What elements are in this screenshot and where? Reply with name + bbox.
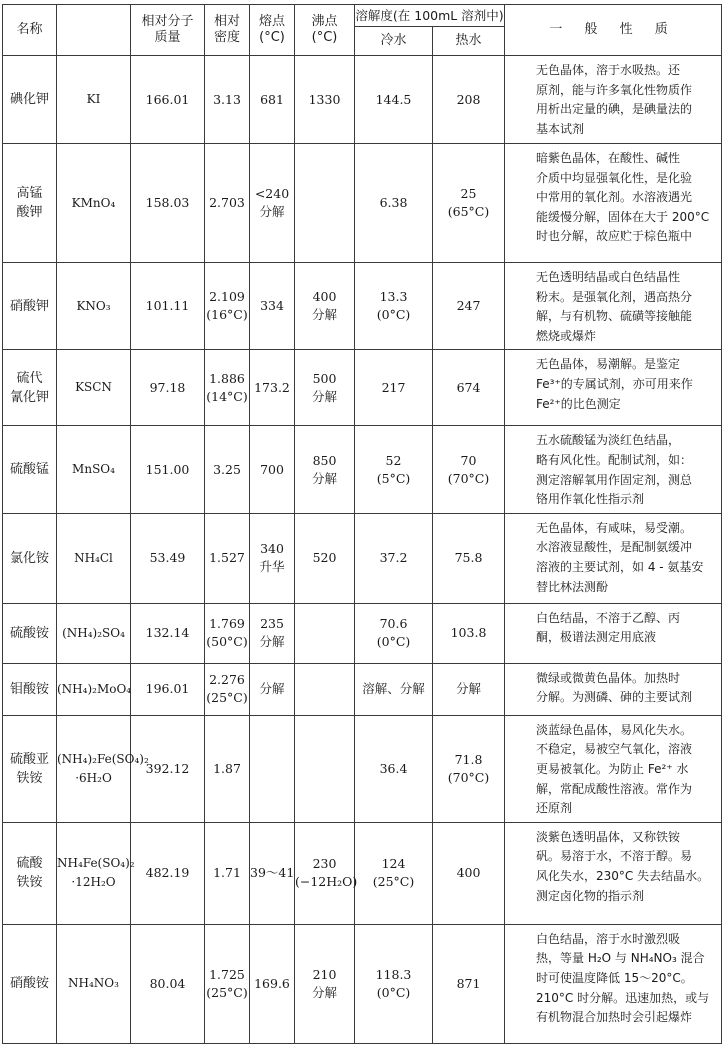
cell-density <box>205 513 250 603</box>
cell-melting-point-line: 334 <box>260 298 284 314</box>
cell-cold-water-line: 溶解、分解 <box>362 681 425 697</box>
cell-name <box>3 924 57 1043</box>
cell-melting-point-line: 340 <box>260 541 284 557</box>
cell-molar-mass-line: 101.11 <box>145 298 190 314</box>
cell-melting-point-line: 分解 <box>259 681 285 697</box>
cell-boiling-point-line: 230 <box>312 856 337 872</box>
cell-name-line: 硫酸铵 <box>9 625 49 641</box>
cell-properties <box>505 663 722 715</box>
cell-properties-line: 还原剂 <box>536 801 573 816</box>
cell-cold-water-line: 144.5 <box>375 91 412 107</box>
cell-boiling-point-line: 分解 <box>311 470 337 486</box>
cell-hot-water <box>433 144 505 263</box>
cell-properties <box>505 263 722 350</box>
cell-properties-line: 水溶液显酸性，是配制氨缓冲 <box>536 540 693 555</box>
header-solubility: 溶解度(在 100mL 溶剂中) <box>355 5 505 27</box>
cell-properties-line: 用析出定量的碘，是碘量法的 <box>536 102 693 117</box>
cell-density-line: 1.725 <box>209 966 245 982</box>
cell-properties-line: 测定溶解氧用作固定剂，测总 <box>536 472 693 487</box>
cell-density <box>205 603 250 663</box>
cell-boiling-point <box>295 350 355 426</box>
cell-formula <box>57 263 131 350</box>
cell-name-line: 酸钾 <box>16 205 43 220</box>
cell-hot-water <box>433 263 505 350</box>
cell-molar-mass-line: 166.01 <box>145 91 190 107</box>
cell-melting-point-line: 分解 <box>259 204 285 219</box>
cell-cold-water-line: (0°C) <box>376 307 411 323</box>
cell-density-line: (25°C) <box>206 984 248 1000</box>
cell-density-line: 1.886 <box>209 370 245 386</box>
cell-molar-mass <box>131 426 205 513</box>
cell-melting-point-line: 分解 <box>259 634 285 650</box>
cell-boiling-point-line: 520 <box>312 550 337 566</box>
cell-molar-mass-line: 53.49 <box>149 550 186 566</box>
header-name: 名称 <box>3 5 57 56</box>
cell-density-line: 2.109 <box>209 289 245 305</box>
cell-melting-point-line: 235 <box>260 616 284 632</box>
cell-boiling-point-line: 210 <box>312 966 337 982</box>
cell-density-line: (50°C) <box>206 634 248 650</box>
cell-properties-line: 暗紫色晶体，在酸性、碱性 <box>536 151 681 165</box>
cell-molar-mass <box>131 822 205 924</box>
cell-molar-mass <box>131 263 205 350</box>
cell-name <box>3 144 57 263</box>
cell-boiling-point <box>295 426 355 513</box>
cell-melting-point <box>250 822 295 924</box>
cell-name-line: 高锰 <box>16 186 43 201</box>
cell-properties-line: 无色晶体，溶于水吸热。还 <box>536 63 681 77</box>
formula-line: MnSO₄ <box>72 462 115 477</box>
cell-properties-line: 淡紫色透明晶体，又称铁铵 <box>536 829 681 844</box>
table-row <box>3 822 722 924</box>
cell-cold-water <box>355 56 433 144</box>
cell-hot-water-line: 70 <box>460 452 477 468</box>
cell-cold-water-line: (25°C) <box>372 874 415 890</box>
cell-melting-point <box>250 603 295 663</box>
cell-name <box>3 822 57 924</box>
cell-boiling-point-line: 分解 <box>311 388 337 404</box>
cell-melting-point-line: 39～41 <box>250 865 295 881</box>
cell-properties <box>505 822 722 924</box>
formula-line: ·6H₂O <box>75 770 112 785</box>
cell-properties-line: 铬用作氧化性指示剂 <box>536 492 645 507</box>
cell-melting-point-line: 升华 <box>259 559 285 575</box>
cell-melting-point <box>250 924 295 1043</box>
cell-hot-water-line: 208 <box>456 91 481 107</box>
cell-cold-water <box>355 603 433 663</box>
cell-name-line: 硫酸亚 <box>9 751 49 767</box>
table-row <box>3 715 722 822</box>
cell-hot-water-line: (70°C) <box>447 769 490 785</box>
cell-properties-line: 不稳定，易被空气氧化，溶液 <box>536 742 693 757</box>
cell-properties-line: 原剂，能与许多氧化性物质作 <box>536 82 693 97</box>
header-molar-mass: 相对分子 质量 <box>131 5 205 56</box>
cell-formula <box>57 822 135 924</box>
cell-hot-water-line: (70°C) <box>447 470 490 486</box>
cell-name-line: 硫代 <box>16 370 43 386</box>
cell-density <box>205 350 250 426</box>
cell-density-line: 3.13 <box>213 91 241 107</box>
cell-properties-line: 时也分解，故应贮于棕色瓶中 <box>536 229 693 244</box>
cell-properties-line: 介质中均显强氧化性，是化验 <box>536 170 693 185</box>
cell-name-line: 钼酸铵 <box>9 681 49 697</box>
cell-properties <box>505 56 722 144</box>
cell-name <box>3 715 57 822</box>
chemical-properties-table <box>2 4 722 1044</box>
cell-cold-water <box>355 144 433 263</box>
table-row <box>3 263 722 350</box>
cell-properties-line: 矾。易溶于水，不溶于醇。易 <box>536 849 693 864</box>
cell-name-line: 硝酸铵 <box>9 976 49 992</box>
cell-properties-line: 粉末。是强氧化剂，遇高热分 <box>536 289 693 304</box>
cell-hot-water-line: 75.8 <box>454 550 483 566</box>
cell-hot-water <box>433 924 505 1043</box>
cell-density <box>205 822 250 924</box>
cell-density-line: (14°C) <box>206 388 248 404</box>
cell-hot-water <box>433 822 505 924</box>
cell-hot-water <box>433 715 505 822</box>
cell-melting-point-line: 681 <box>260 91 284 107</box>
cell-hot-water-line: 103.8 <box>450 625 487 641</box>
cell-name <box>3 513 57 603</box>
cell-properties <box>505 350 722 426</box>
cell-hot-water-line: 25 <box>460 186 477 201</box>
cell-cold-water-line: 118.3 <box>375 966 412 982</box>
cell-boiling-point-line: 分解 <box>311 984 337 1000</box>
cell-formula <box>57 144 131 263</box>
formula-line: (NH₄)₂Fe(SO₄)₂ <box>57 751 149 766</box>
cell-properties-line: Fe³⁺的专属试剂，亦可用来作 <box>536 376 693 391</box>
cell-properties-line: 淡蓝绿色晶体，易风化失水。 <box>536 722 693 737</box>
table-row <box>3 663 722 715</box>
cell-molar-mass <box>131 924 205 1043</box>
cell-density <box>205 426 250 513</box>
cell-name-line: 氰化钾 <box>9 389 49 405</box>
cell-cold-water-line: 36.4 <box>379 760 408 776</box>
formula-line: KSCN <box>75 380 112 395</box>
cell-boiling-point <box>295 603 355 663</box>
header-density: 相对 密度 <box>205 5 250 56</box>
cell-molar-mass <box>131 663 205 715</box>
cell-density <box>205 715 250 822</box>
cell-hot-water <box>433 603 505 663</box>
cell-cold-water-line: (5°C) <box>376 470 411 486</box>
cell-hot-water-line: 分解 <box>456 681 482 697</box>
cell-formula <box>57 513 131 603</box>
table-row <box>3 426 722 513</box>
cell-melting-point-line: 173.2 <box>254 379 290 395</box>
cell-density-line: 2.276 <box>209 672 245 688</box>
cell-cold-water-line: 52 <box>385 452 402 468</box>
cell-density-line: 1.769 <box>209 616 245 632</box>
cell-cold-water-line: (0°C) <box>376 634 411 650</box>
cell-cold-water-line: 37.2 <box>379 550 408 566</box>
cell-density-line: 1.71 <box>213 865 241 881</box>
cell-density <box>205 263 250 350</box>
cell-cold-water <box>355 822 433 924</box>
cell-properties <box>505 144 722 263</box>
cell-boiling-point-line: 500 <box>312 370 337 386</box>
cell-name-line: 硝酸钾 <box>9 298 49 314</box>
cell-density <box>205 924 250 1043</box>
cell-molar-mass-line: 80.04 <box>149 975 186 991</box>
cell-formula <box>57 603 131 663</box>
cell-density <box>205 144 250 263</box>
cell-molar-mass-line: 196.01 <box>145 681 190 697</box>
cell-cold-water-line: 13.3 <box>379 289 408 305</box>
cell-molar-mass <box>131 513 205 603</box>
cell-properties-line: 白色结晶，不溶于乙醇、丙 <box>536 610 681 625</box>
cell-properties-line: 解，与有机物、硫磺等接触能 <box>536 309 693 324</box>
cell-name <box>3 350 57 426</box>
cell-name <box>3 263 57 350</box>
cell-molar-mass <box>131 144 205 263</box>
formula-line: ·12H₂O <box>71 875 116 890</box>
cell-molar-mass-line: 97.18 <box>149 379 186 395</box>
cell-density <box>205 56 250 144</box>
cell-density-line: (25°C) <box>206 690 248 706</box>
cell-properties-line: 时可使温度降低 15～20°C。 <box>536 970 693 985</box>
table-row <box>3 924 722 1043</box>
cell-properties-line: 溶液的主要试剂，如 4 - 氨基安 <box>536 559 704 574</box>
formula-line: NH₄Fe(SO₄)₂ <box>57 856 135 871</box>
cell-properties <box>505 715 722 822</box>
table-row <box>3 603 722 663</box>
table-row <box>3 350 722 426</box>
cell-density-line: 1.87 <box>213 760 241 776</box>
cell-properties-line: 替比林法测酚 <box>536 579 609 594</box>
header-formula <box>57 5 131 56</box>
cell-cold-water <box>355 924 433 1043</box>
cell-cold-water-line: 6.38 <box>379 195 408 210</box>
cell-cold-water-line: 70.6 <box>379 616 408 632</box>
cell-density <box>205 663 250 715</box>
cell-cold-water <box>355 350 433 426</box>
cell-properties-line: 热，等量 H₂O 与 NH₄NO₃ 混合 <box>536 951 705 966</box>
header-hot-water: 热水 <box>433 27 505 56</box>
cell-properties-line: 微绿或微黄色晶体。加热时 <box>536 670 681 685</box>
cell-melting-point <box>250 715 295 822</box>
cell-formula <box>57 663 131 715</box>
cell-cold-water <box>355 715 433 822</box>
cell-boiling-point <box>295 822 358 924</box>
cell-density-line: 1.527 <box>209 550 245 566</box>
cell-properties-line: 燃烧或爆炸 <box>536 328 597 343</box>
cell-name-line: 硫酸锰 <box>9 462 49 478</box>
cell-formula <box>57 924 131 1043</box>
cell-molar-mass-line: 482.19 <box>145 865 190 881</box>
cell-properties <box>505 924 722 1043</box>
cell-name-line: 碘化钾 <box>9 92 49 107</box>
table-body <box>3 56 722 1044</box>
cell-melting-point <box>250 513 295 603</box>
cell-hot-water <box>433 56 505 144</box>
table-row <box>3 513 722 603</box>
formula-line: (NH₄)₂MoO₄ <box>57 681 132 696</box>
cell-name <box>3 603 57 663</box>
cell-melting-point <box>250 263 295 350</box>
cell-properties-line: 能缓慢分解，固体在大于 200°C <box>536 209 710 224</box>
cell-cold-water <box>355 513 433 603</box>
formula-line: KI <box>86 92 101 106</box>
cell-name-line: 铁铵 <box>16 875 43 891</box>
cell-name <box>3 663 57 715</box>
cell-melting-point <box>250 663 295 715</box>
cell-boiling-point <box>295 513 355 603</box>
cell-boiling-point <box>295 715 355 822</box>
cell-molar-mass-line: 392.12 <box>145 760 190 776</box>
cell-molar-mass-line: 158.03 <box>145 195 190 210</box>
cell-molar-mass-line: 132.14 <box>145 625 190 641</box>
table-row <box>3 56 722 144</box>
header-properties: 一 般 性 质 <box>505 5 722 56</box>
cell-properties-line: 无色晶体，易潮解。是鉴定 <box>536 357 681 372</box>
cell-density-line: 3.25 <box>213 461 241 477</box>
cell-melting-point <box>250 426 295 513</box>
cell-hot-water-line: 247 <box>456 298 481 314</box>
formula-line: NH₄NO₃ <box>68 976 119 991</box>
cell-name <box>3 426 57 513</box>
cell-boiling-point-line: (−12H₂O) <box>295 874 358 890</box>
cell-cold-water <box>355 663 433 715</box>
cell-name <box>3 56 57 144</box>
cell-hot-water-line: (65°C) <box>447 204 490 219</box>
cell-properties-line: 更易被氧化。为防止 Fe²⁺ 水 <box>536 761 689 776</box>
cell-hot-water-line: 71.8 <box>454 751 483 767</box>
cell-boiling-point-line: 850 <box>312 452 337 468</box>
cell-formula <box>57 715 149 822</box>
formula-line: (NH₄)₂SO₄ <box>62 625 125 640</box>
cell-properties-line: 无色透明结晶或白色结晶性 <box>536 270 681 284</box>
header-boiling-point: 沸点 (°C) <box>295 5 355 56</box>
cell-boiling-point-line: 400 <box>312 289 337 305</box>
cell-properties-line: Fe²⁺的比色测定 <box>536 396 621 411</box>
cell-cold-water <box>355 263 433 350</box>
formula-line: NH₄Cl <box>74 550 113 565</box>
cell-boiling-point-line: 分解 <box>311 307 337 323</box>
cell-hot-water <box>433 350 505 426</box>
cell-boiling-point <box>295 56 355 144</box>
cell-properties-line: 五水硫酸锰为淡红色结晶， <box>536 433 681 448</box>
cell-melting-point <box>250 350 295 426</box>
cell-properties-line: 无色晶体，有咸味，易受潮。 <box>536 520 693 535</box>
cell-hot-water-line: 400 <box>456 865 481 881</box>
cell-cold-water-line: (0°C) <box>376 984 411 1000</box>
table-row <box>3 144 722 263</box>
cell-name-line: 氯化铵 <box>9 550 49 566</box>
cell-formula <box>57 56 131 144</box>
cell-hot-water-line: 674 <box>456 379 481 395</box>
cell-properties-line: 基本试剂 <box>536 121 585 136</box>
cell-formula <box>57 426 131 513</box>
formula-line: KNO₃ <box>76 298 111 313</box>
cell-properties-line: 测定卤化物的指示剂 <box>536 888 645 903</box>
cell-molar-mass <box>131 603 205 663</box>
cell-properties <box>505 603 722 663</box>
cell-boiling-point <box>295 263 355 350</box>
cell-cold-water <box>355 426 433 513</box>
formula-line: KMnO₄ <box>71 195 116 210</box>
cell-name-line: 硫酸 <box>16 856 43 872</box>
cell-properties-line: 分解。为测磷、砷的主要试剂 <box>536 690 693 705</box>
cell-properties-line: 有机物混合加热时会引起爆炸 <box>536 1010 693 1025</box>
cell-molar-mass-line: 151.00 <box>145 461 190 477</box>
cell-molar-mass <box>131 715 205 822</box>
cell-formula <box>57 350 131 426</box>
cell-boiling-point <box>295 924 355 1043</box>
cell-molar-mass <box>131 56 205 144</box>
cell-hot-water <box>433 513 505 603</box>
cell-properties-line: 210°C 时分解。迅速加热，或与 <box>536 990 710 1005</box>
header-cold-water: 冷水 <box>355 27 433 56</box>
cell-melting-point-line: 169.6 <box>254 975 290 991</box>
cell-boiling-point <box>295 663 355 715</box>
cell-cold-water-line: 217 <box>381 379 406 395</box>
cell-properties-line: 酮，极谱法测定用底液 <box>536 630 657 645</box>
cell-boiling-point <box>295 144 355 263</box>
cell-properties <box>505 426 722 513</box>
cell-hot-water-line: 871 <box>456 975 481 991</box>
cell-melting-point <box>250 56 295 144</box>
header-melting-point: 熔点 (°C) <box>250 5 295 56</box>
cell-melting-point-line: <240 <box>254 186 290 201</box>
cell-name-line: 铁铵 <box>16 770 43 786</box>
cell-boiling-point-line: 1330 <box>308 91 341 107</box>
cell-properties-line: 风化失水，230°C 失去结晶水。 <box>536 868 710 883</box>
cell-cold-water-line: 124 <box>381 856 406 872</box>
cell-density-line: (16°C) <box>206 307 248 323</box>
cell-properties <box>505 513 722 603</box>
cell-properties-line: 解，常配成酸性溶液。常作为 <box>536 781 693 796</box>
cell-hot-water <box>433 426 505 513</box>
cell-properties-line: 白色结晶，溶于水时激烈吸 <box>536 931 681 946</box>
cell-melting-point-line: 700 <box>260 461 284 477</box>
cell-hot-water <box>433 663 505 715</box>
cell-molar-mass <box>131 350 205 426</box>
cell-properties-line: 中常用的氧化剂。水溶液遇光 <box>536 190 693 205</box>
cell-melting-point <box>250 144 295 263</box>
cell-properties-line: 略有风化性。配制试剂，如： <box>536 452 693 467</box>
cell-density-line: 2.703 <box>209 195 245 210</box>
